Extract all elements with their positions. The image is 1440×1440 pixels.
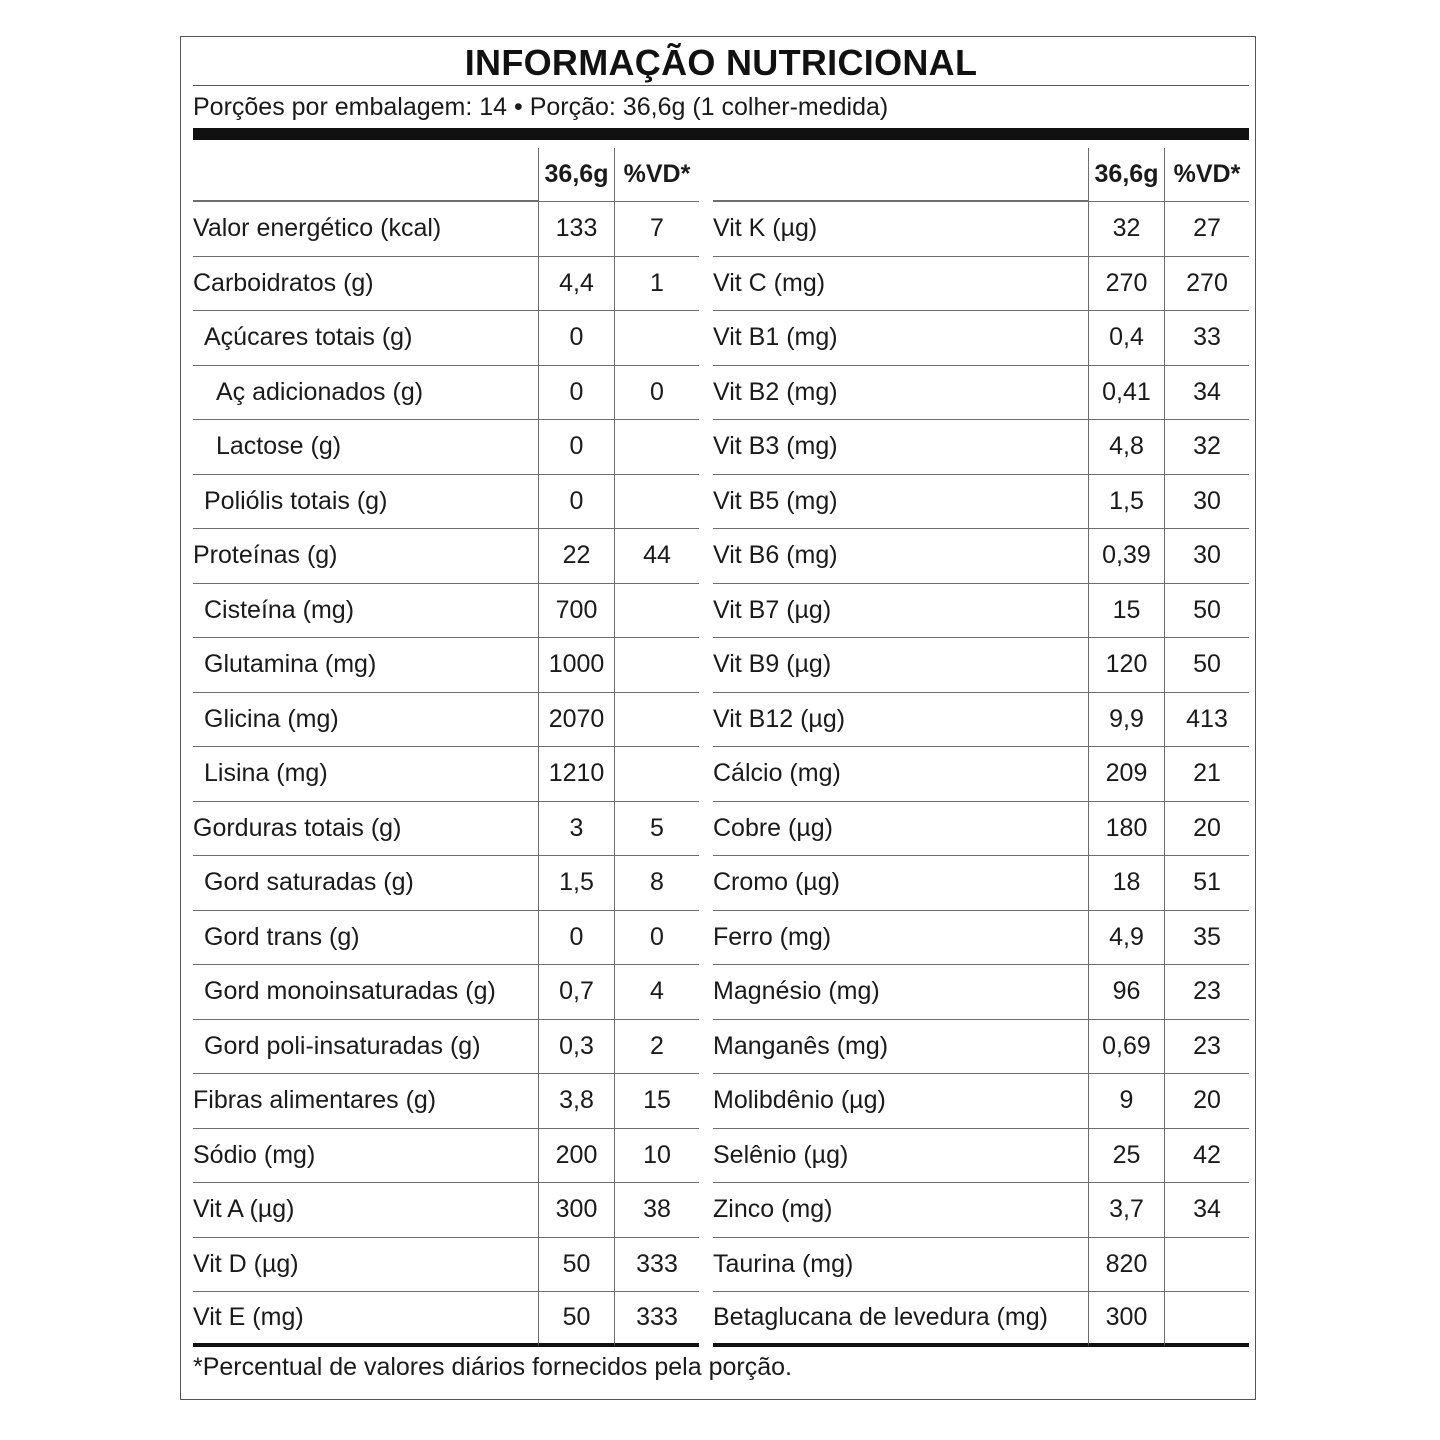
nutrient-amount: 3 xyxy=(538,802,614,857)
nutrient-daily-value: 20 xyxy=(1164,802,1249,857)
nutrient-label: Cobre (µg) xyxy=(713,802,1088,857)
header-daily-value: %VD* xyxy=(1164,148,1249,202)
nutrient-amount: 1210 xyxy=(538,747,614,802)
nutrient-label: Proteínas (g) xyxy=(193,529,538,584)
nutrient-row xyxy=(193,202,699,257)
nutrient-row xyxy=(713,747,1249,802)
nutrient-amount: 0,69 xyxy=(1088,1020,1164,1075)
nutrient-daily-value: 50 xyxy=(1164,638,1249,693)
nutrient-row xyxy=(713,1292,1249,1347)
nutrient-label: Vit B12 (µg) xyxy=(713,693,1088,748)
nutrient-table-right xyxy=(713,148,1249,1347)
nutrient-row xyxy=(193,802,699,857)
nutrient-daily-value: 8 xyxy=(614,856,699,911)
nutrient-row xyxy=(193,856,699,911)
nutrient-daily-value: 42 xyxy=(1164,1129,1249,1184)
nutrient-amount: 0 xyxy=(538,911,614,966)
nutrient-label: Vit K (µg) xyxy=(713,202,1088,257)
nutrient-amount: 0,41 xyxy=(1088,366,1164,421)
nutrient-amount: 4,4 xyxy=(538,257,614,312)
nutrient-daily-value: 1 xyxy=(614,257,699,312)
header-daily-value: %VD* xyxy=(614,148,699,202)
nutrient-amount: 3,8 xyxy=(538,1074,614,1129)
nutrient-row xyxy=(193,693,699,748)
nutrient-row xyxy=(193,965,699,1020)
nutrient-label: Gord monoinsaturadas (g) xyxy=(193,965,538,1020)
nutrient-amount: 0 xyxy=(538,311,614,366)
nutrient-daily-value xyxy=(614,311,699,366)
nutrient-label: Cálcio (mg) xyxy=(713,747,1088,802)
nutrient-daily-value: 15 xyxy=(614,1074,699,1129)
nutrient-label: Taurina (mg) xyxy=(713,1238,1088,1293)
nutrient-amount: 50 xyxy=(538,1292,614,1347)
nutrient-label: Vit B2 (mg) xyxy=(713,366,1088,421)
nutrient-amount: 180 xyxy=(1088,802,1164,857)
nutrient-daily-value xyxy=(1164,1238,1249,1293)
nutrient-row xyxy=(713,1020,1249,1075)
nutrient-row xyxy=(193,311,699,366)
nutrient-daily-value xyxy=(614,638,699,693)
nutrient-row xyxy=(193,257,699,312)
nutrient-label: Lisina (mg) xyxy=(193,747,538,802)
label-title: INFORMAÇÃO NUTRICIONAL xyxy=(464,42,978,83)
nutrient-label: Manganês (mg) xyxy=(713,1020,1088,1075)
nutrient-label: Vit B3 (mg) xyxy=(713,420,1088,475)
nutrient-label: Gord saturadas (g) xyxy=(193,856,538,911)
nutrient-amount: 1,5 xyxy=(538,856,614,911)
nutrient-daily-value: 4 xyxy=(614,965,699,1020)
nutrient-amount: 0 xyxy=(538,475,614,530)
nutrient-daily-value: 21 xyxy=(1164,747,1249,802)
footnote: *Percentual de valores diários fornecidos pela porção. xyxy=(193,1353,792,1381)
nutrient-label: Sódio (mg) xyxy=(193,1129,538,1184)
nutrient-label: Glicina (mg) xyxy=(193,693,538,748)
nutrient-daily-value: 10 xyxy=(614,1129,699,1184)
header-amount: 36,6g xyxy=(538,148,614,202)
title-divider xyxy=(193,85,1249,86)
nutrient-daily-value: 38 xyxy=(614,1183,699,1238)
nutrient-amount: 4,8 xyxy=(1088,420,1164,475)
nutrient-row xyxy=(193,638,699,693)
label-content xyxy=(193,37,1249,1399)
nutrition-facts-label xyxy=(180,36,1256,1400)
nutrient-row xyxy=(713,638,1249,693)
nutrient-amount: 15 xyxy=(1088,584,1164,639)
nutrient-daily-value: 333 xyxy=(614,1292,699,1347)
nutrient-daily-value: 5 xyxy=(614,802,699,857)
nutrient-row xyxy=(713,311,1249,366)
nutrient-row xyxy=(713,202,1249,257)
table-header-row xyxy=(713,148,1249,202)
nutrient-label: Selênio (µg) xyxy=(713,1129,1088,1184)
nutrient-label: Vit C (mg) xyxy=(713,257,1088,312)
nutrient-row xyxy=(713,856,1249,911)
nutrient-amount: 120 xyxy=(1088,638,1164,693)
nutrient-row xyxy=(713,1238,1249,1293)
nutrient-row xyxy=(193,1020,699,1075)
nutrient-row xyxy=(193,1074,699,1129)
nutrient-daily-value: 0 xyxy=(614,911,699,966)
nutrient-daily-value: 333 xyxy=(614,1238,699,1293)
nutrient-amount: 300 xyxy=(538,1183,614,1238)
nutrient-row xyxy=(713,802,1249,857)
nutrient-daily-value: 23 xyxy=(1164,965,1249,1020)
nutrient-label: Vit A (µg) xyxy=(193,1183,538,1238)
nutrient-amount: 0 xyxy=(538,366,614,421)
nutrient-daily-value: 23 xyxy=(1164,1020,1249,1075)
nutrient-label: Açúcares totais (g) xyxy=(193,311,538,366)
nutrient-amount: 18 xyxy=(1088,856,1164,911)
nutrient-amount: 9 xyxy=(1088,1074,1164,1129)
nutrient-daily-value xyxy=(614,693,699,748)
nutrient-row xyxy=(193,1129,699,1184)
nutrient-amount: 1,5 xyxy=(1088,475,1164,530)
nutrient-row xyxy=(193,420,699,475)
nutrient-row xyxy=(713,257,1249,312)
nutrient-daily-value: 27 xyxy=(1164,202,1249,257)
nutrient-daily-value: 0 xyxy=(614,366,699,421)
nutrient-daily-value xyxy=(1164,1292,1249,1347)
nutrient-label: Gord trans (g) xyxy=(193,911,538,966)
nutrient-row xyxy=(193,584,699,639)
nutrient-row xyxy=(713,529,1249,584)
header-label-cell xyxy=(193,148,538,202)
nutrient-daily-value: 34 xyxy=(1164,366,1249,421)
nutrient-daily-value: 33 xyxy=(1164,311,1249,366)
nutrient-amount: 50 xyxy=(538,1238,614,1293)
nutrient-label: Cisteína (mg) xyxy=(193,584,538,639)
nutrient-daily-value: 34 xyxy=(1164,1183,1249,1238)
nutrient-row xyxy=(193,911,699,966)
nutrient-amount: 0,4 xyxy=(1088,311,1164,366)
nutrient-daily-value xyxy=(614,747,699,802)
nutrient-label: Vit B6 (mg) xyxy=(713,529,1088,584)
nutrient-rows-right xyxy=(713,202,1249,1347)
nutrient-daily-value: 7 xyxy=(614,202,699,257)
nutrient-label: Vit D (µg) xyxy=(193,1238,538,1293)
nutrient-amount: 200 xyxy=(538,1129,614,1184)
nutrient-label: Lactose (g) xyxy=(193,420,538,475)
nutrient-amount: 22 xyxy=(538,529,614,584)
nutrient-label: Cromo (µg) xyxy=(713,856,1088,911)
nutrient-daily-value: 413 xyxy=(1164,693,1249,748)
header-thick-bar xyxy=(193,128,1249,140)
nutrient-daily-value: 44 xyxy=(614,529,699,584)
nutrient-amount: 0 xyxy=(538,420,614,475)
nutrient-daily-value: 30 xyxy=(1164,529,1249,584)
nutrient-row xyxy=(713,1074,1249,1129)
nutrient-amount: 700 xyxy=(538,584,614,639)
nutrient-daily-value: 20 xyxy=(1164,1074,1249,1129)
nutrient-amount: 3,7 xyxy=(1088,1183,1164,1238)
nutrient-label: Aç adicionados (g) xyxy=(193,366,538,421)
nutrient-row xyxy=(193,475,699,530)
nutrient-table-left xyxy=(193,148,699,1347)
nutrient-rows-left xyxy=(193,202,699,1347)
nutrient-row xyxy=(713,366,1249,421)
header-label-cell xyxy=(713,148,1088,202)
nutrient-label: Vit B9 (µg) xyxy=(713,638,1088,693)
serving-info: Porções por embalagem: 14 • Porção: 36,6g (1 colher-medida) xyxy=(193,93,889,121)
nutrient-label: Gord poli-insaturadas (g) xyxy=(193,1020,538,1075)
nutrient-label: Valor energético (kcal) xyxy=(193,202,538,257)
nutrient-amount: 2070 xyxy=(538,693,614,748)
nutrient-label: Vit E (mg) xyxy=(193,1292,538,1347)
nutrient-daily-value: 32 xyxy=(1164,420,1249,475)
nutrient-amount: 209 xyxy=(1088,747,1164,802)
nutrient-row xyxy=(193,529,699,584)
nutrient-label: Vit B1 (mg) xyxy=(713,311,1088,366)
nutrient-row xyxy=(713,584,1249,639)
nutrient-row xyxy=(713,1183,1249,1238)
nutrient-label: Vit B5 (mg) xyxy=(713,475,1088,530)
nutrient-amount: 25 xyxy=(1088,1129,1164,1184)
nutrient-label: Magnésio (mg) xyxy=(713,965,1088,1020)
nutrient-amount: 270 xyxy=(1088,257,1164,312)
table-header-row xyxy=(193,148,699,202)
nutrient-amount: 4,9 xyxy=(1088,911,1164,966)
nutrient-row xyxy=(193,366,699,421)
nutrient-label: Zinco (mg) xyxy=(713,1183,1088,1238)
nutrient-daily-value: 50 xyxy=(1164,584,1249,639)
nutrient-amount: 0,3 xyxy=(538,1020,614,1075)
nutrient-row xyxy=(713,420,1249,475)
nutrient-amount: 9,9 xyxy=(1088,693,1164,748)
nutrient-row xyxy=(193,1292,699,1347)
nutrient-row xyxy=(193,1183,699,1238)
nutrient-label: Glutamina (mg) xyxy=(193,638,538,693)
nutrient-amount: 32 xyxy=(1088,202,1164,257)
nutrient-label: Molibdênio (µg) xyxy=(713,1074,1088,1129)
nutrient-row xyxy=(713,693,1249,748)
nutrient-amount: 0,7 xyxy=(538,965,614,1020)
nutrient-amount: 300 xyxy=(1088,1292,1164,1347)
nutrient-label: Ferro (mg) xyxy=(713,911,1088,966)
nutrient-daily-value: 270 xyxy=(1164,257,1249,312)
nutrient-label: Poliólis totais (g) xyxy=(193,475,538,530)
nutrient-daily-value: 51 xyxy=(1164,856,1249,911)
nutrient-amount: 96 xyxy=(1088,965,1164,1020)
nutrient-amount: 133 xyxy=(538,202,614,257)
nutrient-label: Vit B7 (µg) xyxy=(713,584,1088,639)
nutrient-amount: 0,39 xyxy=(1088,529,1164,584)
nutrient-label: Gorduras totais (g) xyxy=(193,802,538,857)
nutrient-label: Betaglucana de levedura (mg) xyxy=(713,1292,1088,1347)
nutrient-label: Fibras alimentares (g) xyxy=(193,1074,538,1129)
nutrient-daily-value xyxy=(614,584,699,639)
nutrient-daily-value: 30 xyxy=(1164,475,1249,530)
nutrient-daily-value: 2 xyxy=(614,1020,699,1075)
nutrient-row xyxy=(713,965,1249,1020)
nutrient-row xyxy=(713,911,1249,966)
nutrient-amount: 1000 xyxy=(538,638,614,693)
nutrient-daily-value xyxy=(614,475,699,530)
nutrient-row xyxy=(193,747,699,802)
nutrient-daily-value xyxy=(614,420,699,475)
nutrient-row xyxy=(713,1129,1249,1184)
nutrient-row xyxy=(193,1238,699,1293)
nutrient-label: Carboidratos (g) xyxy=(193,257,538,312)
nutrient-amount: 820 xyxy=(1088,1238,1164,1293)
nutrient-row xyxy=(713,475,1249,530)
nutrient-daily-value: 35 xyxy=(1164,911,1249,966)
header-amount: 36,6g xyxy=(1088,148,1164,202)
